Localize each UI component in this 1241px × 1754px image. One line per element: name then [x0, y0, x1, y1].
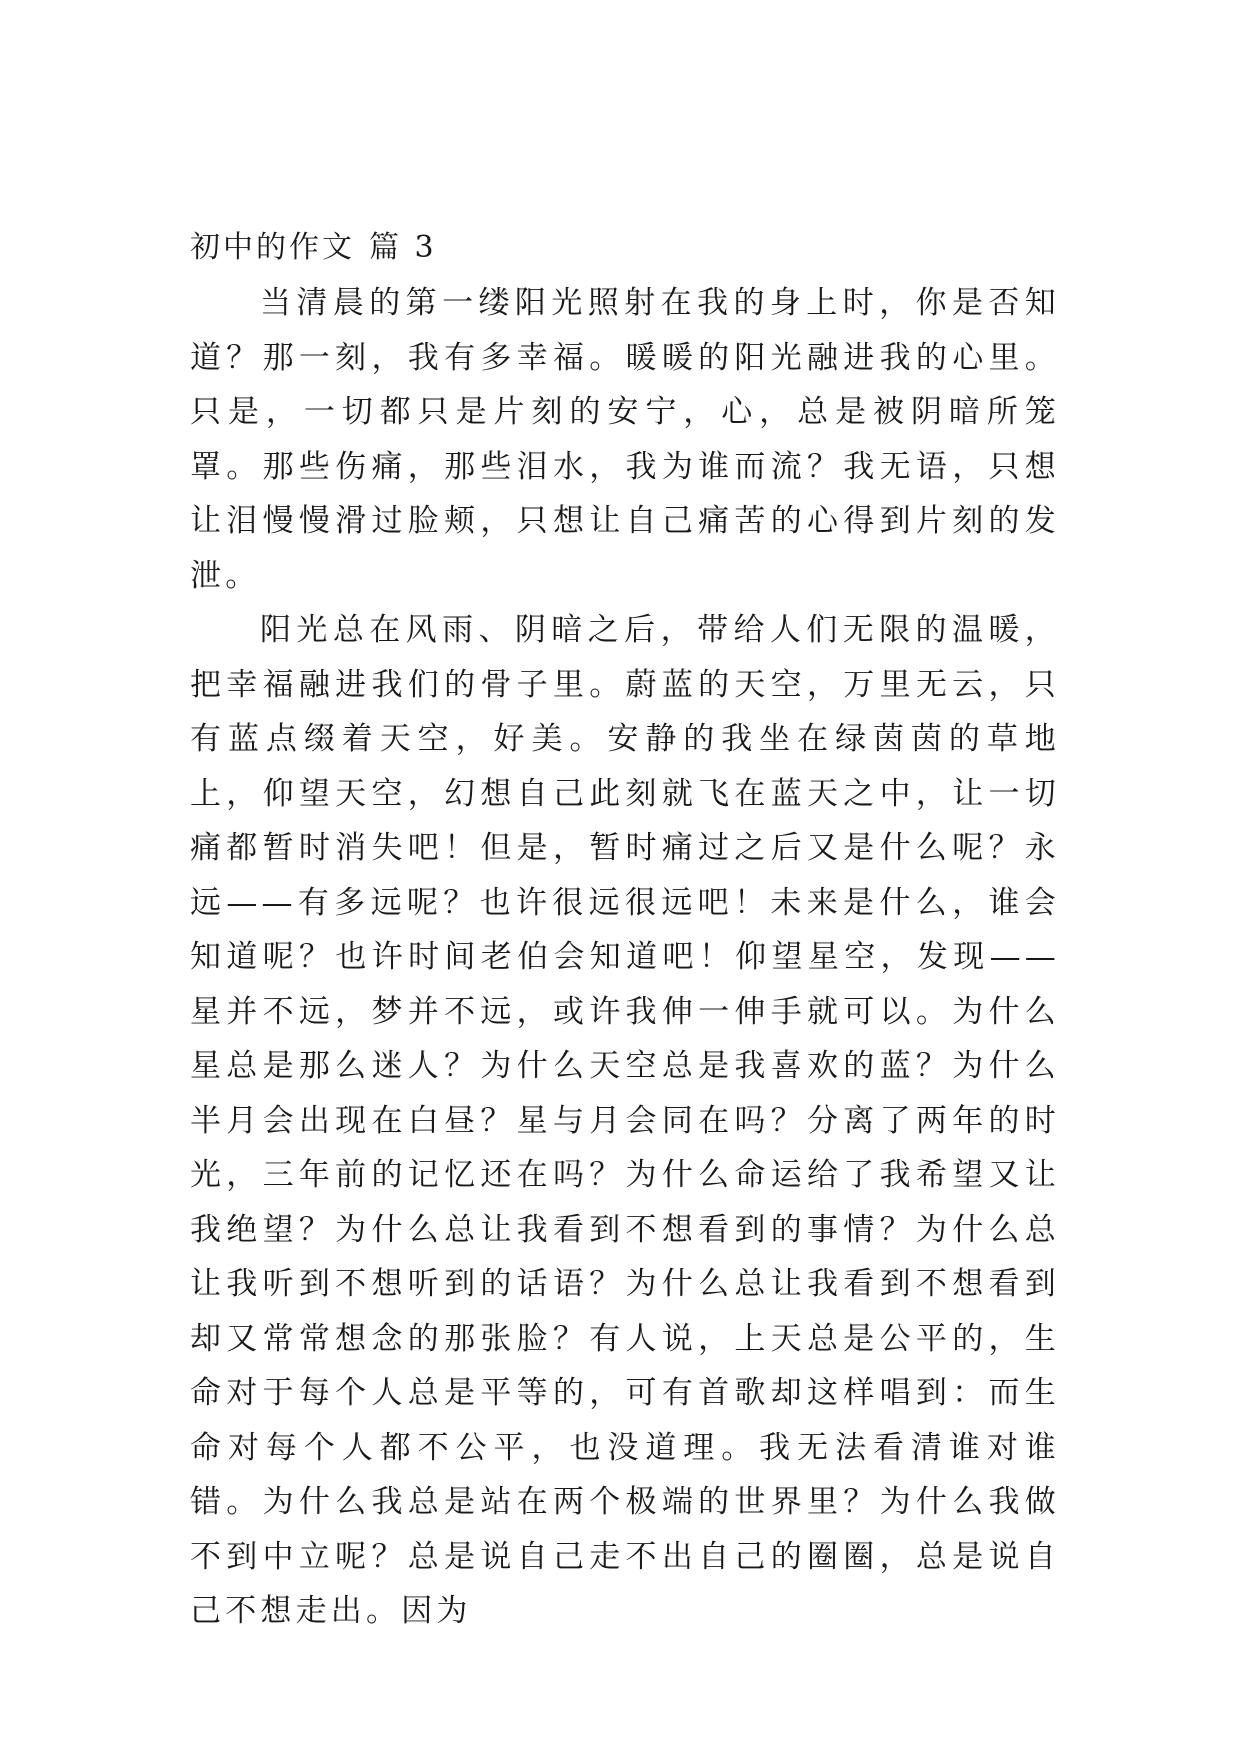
document-title [190, 220, 1060, 276]
paragraph-2: 阳光总在风雨、阴暗之后，带给人们无限的温暖，把幸福融进我们的骨子里。蔚蓝的天空，万里无云，只有蓝点缀着天空，好美。安静的我坐在绿茵茵的草地上，仰望天空，幻想自己此刻就飞在蓝天之中，让一切痛都暂时消失吧！但是，暂时痛过之后又是什么呢？永远——有多远呢？也许很远很远吧！未来是什么，谁会知道呢？也许时间老伯会知道吧！仰望星空，发现——星并不远，梦并不远，或许我伸一伸手就可以。为什么星总是那么迷人？为什么天空总是我喜欢的蓝？为什么半月会出现在白昼？星与月会同在吗？分离了两年的时光，三年前的记忆还在吗？为什么命运给了我希望又让我绝望？为什么总让我看到不想看到的事情？为什么总让我听到不想听到的话语？为什么总让我看到不想看到却又常常想念的那张脸？有人说，上天总是公平的，生命对于每个人总是平等的，可有首歌却这样唱到：而生命对每个人都不公平，也没道理。我无法看清谁对谁错。为什么我总是站在两个极端的世界里？为什么我做不到中立呢？总是说自己走不出自己的圈圈，总是说自己不想走出。因为 [190, 612, 1060, 1629]
paragraph-1: 当清晨的第一缕阳光照射在我的身上时，你是否知道？那一刻，我有多幸福。暖暖的阳光融进我的心里。只是，一切都只是片刻的安宁，心，总是被阴暗所笼罩。那些伤痛，那些泪水，我为谁而流？我无语，只想让泪慢慢滑过脸颊，只想让自己痛苦的心得到片刻的发泄。 [190, 285, 1060, 594]
document-body [190, 220, 1060, 1639]
section-label: 篇 3 [369, 230, 437, 265]
title-text: 初中的作文 [190, 230, 355, 265]
